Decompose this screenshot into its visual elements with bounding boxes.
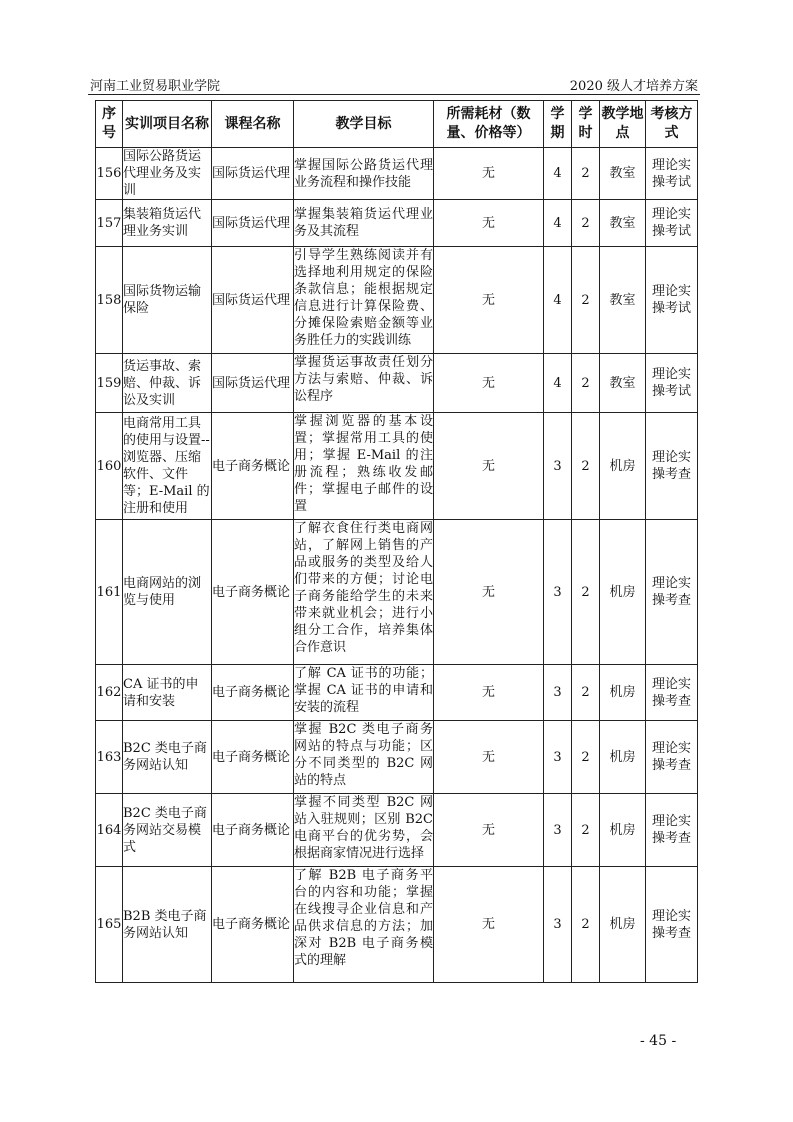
col-header-place: 教学地点	[600, 101, 646, 148]
table-row	[96, 665, 698, 721]
cell-term: 4	[544, 200, 572, 247]
cell-hours: 2	[572, 794, 600, 867]
cell-hours: 2	[572, 867, 600, 983]
table-row	[96, 867, 698, 983]
col-header-no: 序号	[96, 101, 123, 148]
cell-course: 国际货运代理	[212, 247, 294, 354]
cell-materials: 无	[434, 721, 544, 794]
cell-no: 162	[96, 665, 123, 721]
cell-materials: 无	[434, 247, 544, 354]
cell-term: 3	[544, 721, 572, 794]
cell-no: 164	[96, 794, 123, 867]
cell-goal: 掌握国际公路货运代理业务流程和操作技能	[294, 148, 434, 200]
cell-goal: 了解衣食住行类电商网站，了解网上销售的产品或服务的类型及给人们带来的方便；讨论电子商务能给学生的未来带来就业机会；进行小组分工合作，培养集体合作意识	[294, 520, 434, 665]
cell-goal: 掌握 B2C 类电子商务网站的特点与功能；区分不同类型的 B2C 网站的特点	[294, 721, 434, 794]
cell-course: 电子商务概论	[212, 520, 294, 665]
cell-term: 3	[544, 794, 572, 867]
cell-no: 156	[96, 148, 123, 200]
cell-goal: 了解 CA 证书的功能；掌握 CA 证书的申请和安装的流程	[294, 665, 434, 721]
header-divider	[88, 94, 700, 95]
cell-exam: 理论实操考查	[646, 867, 698, 983]
cell-no: 163	[96, 721, 123, 794]
table-row	[96, 721, 698, 794]
cell-course: 电子商务概论	[212, 721, 294, 794]
cell-materials: 无	[434, 354, 544, 413]
cell-place: 机房	[600, 520, 646, 665]
col-header-goal: 教学目标	[294, 101, 434, 148]
cell-place: 教室	[600, 148, 646, 200]
cell-course: 国际货运代理	[212, 200, 294, 247]
cell-project: 电商网站的浏览与使用	[123, 520, 212, 665]
cell-project: 电商常用工具的使用与设置--浏览器、压缩软件、文件等；E-Mail 的注册和使用	[123, 413, 212, 520]
table-row	[96, 413, 698, 520]
cell-materials: 无	[434, 665, 544, 721]
cell-project: 国际货物运输保险	[123, 247, 212, 354]
table-row	[96, 148, 698, 200]
cell-hours: 2	[572, 413, 600, 520]
cell-materials: 无	[434, 148, 544, 200]
cell-term: 3	[544, 413, 572, 520]
cell-no: 161	[96, 520, 123, 665]
cell-project: CA 证书的申请和安装	[123, 665, 212, 721]
cell-exam: 理论实操考查	[646, 794, 698, 867]
cell-goal: 掌握浏览器的基本设置；掌握常用工具的使用；掌握 E-Mail 的注册流程；熟练收发邮件；掌握电子邮件的设置	[294, 413, 434, 520]
col-header-hours: 学时	[572, 101, 600, 148]
header-institution: 河南工业贸易职业学院	[90, 79, 221, 94]
cell-exam: 理论实操考查	[646, 665, 698, 721]
cell-project: B2C 类电子商务网站认知	[123, 721, 212, 794]
cell-course: 国际货运代理	[212, 148, 294, 200]
cell-exam: 理论实操考试	[646, 148, 698, 200]
cell-project: B2C 类电子商务网站交易模式	[123, 794, 212, 867]
page-number: - 45 -	[640, 1033, 677, 1049]
cell-course: 电子商务概论	[212, 413, 294, 520]
cell-exam: 理论实操考查	[646, 721, 698, 794]
cell-term: 4	[544, 354, 572, 413]
col-header-exam: 考核方式	[646, 101, 698, 148]
cell-hours: 2	[572, 200, 600, 247]
cell-materials: 无	[434, 867, 544, 983]
training-projects-table	[95, 100, 698, 983]
cell-materials: 无	[434, 413, 544, 520]
cell-term: 4	[544, 247, 572, 354]
cell-materials: 无	[434, 200, 544, 247]
cell-goal: 掌握货运事故责任划分方法与索赔、仲裁、诉讼程序	[294, 354, 434, 413]
col-header-materials: 所需耗材（数量、价格等）	[434, 101, 544, 148]
col-header-course: 课程名称	[212, 101, 294, 148]
cell-project: B2B 类电子商务网站认知	[123, 867, 212, 983]
cell-place: 教室	[600, 200, 646, 247]
cell-place: 机房	[600, 867, 646, 983]
cell-hours: 2	[572, 148, 600, 200]
cell-no: 159	[96, 354, 123, 413]
table-row	[96, 354, 698, 413]
cell-exam: 理论实操考试	[646, 247, 698, 354]
cell-place: 机房	[600, 721, 646, 794]
cell-materials: 无	[434, 794, 544, 867]
cell-goal: 了解 B2B 电子商务平台的内容和功能；掌握在线搜寻企业信息和产品供求信息的方法；加深对 B2B 电子商务模式的理解	[294, 867, 434, 983]
cell-place: 机房	[600, 794, 646, 867]
cell-project: 货运事故、索赔、仲裁、诉讼及实训	[123, 354, 212, 413]
col-header-project: 实训项目名称	[123, 101, 212, 148]
cell-term: 3	[544, 520, 572, 665]
cell-place: 机房	[600, 413, 646, 520]
cell-goal: 掌握不同类型 B2C 网站入驻规则；区别 B2C 电商平台的优劣势，会根据商家情况进行选择	[294, 794, 434, 867]
table-row	[96, 794, 698, 867]
cell-course: 电子商务概论	[212, 794, 294, 867]
cell-hours: 2	[572, 354, 600, 413]
cell-course: 国际货运代理	[212, 354, 294, 413]
cell-no: 160	[96, 413, 123, 520]
cell-hours: 2	[572, 665, 600, 721]
table-row	[96, 520, 698, 665]
cell-term: 3	[544, 665, 572, 721]
cell-no: 165	[96, 867, 123, 983]
table-row	[96, 247, 698, 354]
cell-project: 集装箱货运代理业务实训	[123, 200, 212, 247]
cell-hours: 2	[572, 247, 600, 354]
cell-goal: 掌握集装箱货运代理业务及其流程	[294, 200, 434, 247]
cell-hours: 2	[572, 721, 600, 794]
table-header-row	[96, 101, 698, 148]
cell-term: 3	[544, 867, 572, 983]
cell-project: 国际公路货运代理业务及实训	[123, 148, 212, 200]
cell-exam: 理论实操考查	[646, 520, 698, 665]
cell-place: 机房	[600, 665, 646, 721]
cell-goal: 引导学生熟练阅读并有选择地利用规定的保险条款信息；能根据规定信息进行计算保险费、分摊保险索赔金额等业务胜任力的实践训练	[294, 247, 434, 354]
cell-no: 157	[96, 200, 123, 247]
cell-place: 教室	[600, 354, 646, 413]
table-row	[96, 200, 698, 247]
cell-course: 电子商务概论	[212, 665, 294, 721]
cell-exam: 理论实操考试	[646, 354, 698, 413]
col-header-term: 学期	[544, 101, 572, 148]
cell-place: 教室	[600, 247, 646, 354]
cell-exam: 理论实操考查	[646, 413, 698, 520]
cell-no: 158	[96, 247, 123, 354]
cell-exam: 理论实操考试	[646, 200, 698, 247]
cell-hours: 2	[572, 520, 600, 665]
cell-term: 4	[544, 148, 572, 200]
cell-course: 电子商务概论	[212, 867, 294, 983]
header-document-title: 2020 级人才培养方案	[569, 79, 698, 94]
cell-materials: 无	[434, 520, 544, 665]
